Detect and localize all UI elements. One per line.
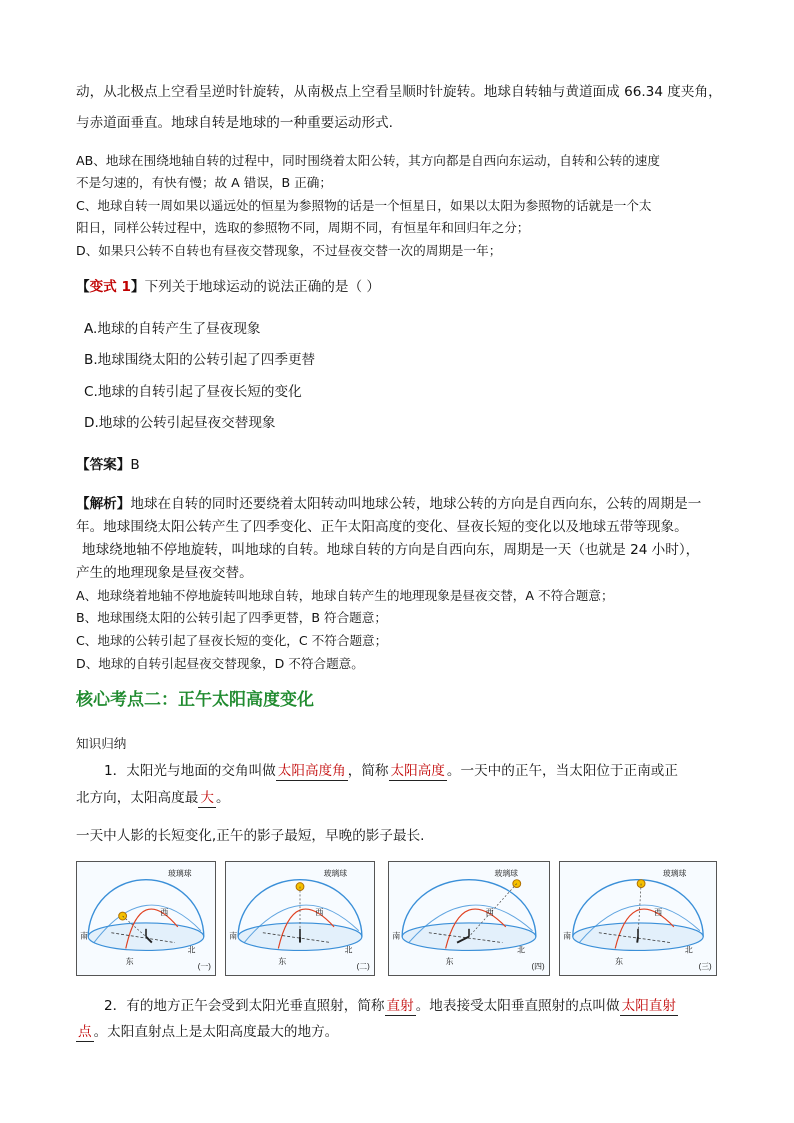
figure-number: (三) [698, 962, 712, 972]
point-1-line-1: 1．太阳光与地面的交角叫做 太阳高度角 ，简称 太阳高度 。一天中的正午，当太阳位于正南或正 [104, 763, 678, 779]
point-1-line-2: 北方向，太阳高度最 大 。 [76, 790, 230, 806]
explanation-line-6: B、地球围绕太阳的公转引起了四季更替，B 符合题意； [76, 610, 387, 625]
glass-globe-label: 玻璃球 [168, 868, 192, 878]
question-tag: 【变式 1】 [76, 279, 145, 295]
answer-tag: 【答案】 [76, 457, 131, 473]
analysis-line-1: AB、地球在围绕地轴自转的过程中，同时围绕着太阳公转，其方向都是自西向东运动，自转和公转的速度 [76, 153, 660, 168]
point-2-line-1: 2．有的地方正午会受到太阳光垂直照射，简称 直射 。地表接受太阳垂直照射的点叫做 太阳直射 [104, 998, 676, 1014]
analysis-line-4: 阳日，同样公转过程中，选取的参照物不同，周期不同，有恒星年和回归年之分； [76, 220, 530, 235]
analysis-line-2: 不是匀速的，有快有慢；故 A 错误，B 正确； [76, 175, 332, 190]
answer-line [76, 456, 140, 474]
east-label: 东 [445, 957, 454, 967]
west-label: 西 [315, 908, 324, 918]
north-label: 北 [684, 945, 693, 955]
option-d: D.地球的公转引起昼夜交替现象 [84, 415, 276, 431]
glass-globe-label: 玻璃球 [323, 868, 348, 878]
north-label: 北 [344, 945, 353, 955]
option-b: B.地球围绕太阳的公转引起了四季更替 [84, 352, 316, 368]
south-label: 南 [563, 931, 572, 941]
east-label: 东 [278, 957, 287, 967]
point-2-line-2: 点 。太阳直射点上是太阳高度最大的地方。 [78, 1024, 339, 1040]
glass-globe-label: 玻璃球 [662, 868, 687, 878]
explanation-line-1: 【解析】地球在自转的同时还要绕着太阳转动叫地球公转，地球公转的方向是自西向东，公转的周期是一 [76, 496, 702, 512]
figure-strip [76, 861, 717, 976]
hemisphere-figure-3 [388, 861, 550, 976]
figure-number: (二) [356, 962, 370, 972]
question-stem: 下列关于地球运动的说法正确的是（ ） [144, 279, 380, 295]
intro-line-2: 与赤道面垂直。地球自转是地球的一种重要运动形式. [76, 115, 393, 131]
shadow-line [637, 937, 638, 943]
figure-number: (一) [197, 962, 211, 972]
blank-sun-altitude-angle: 太阳高度角 [277, 763, 346, 779]
option-a: A.地球的自转产生了昼夜现象 [84, 321, 261, 337]
analysis-line-3: C、地球自转一周如果以遥远处的恒星为参照物的话是一个恒星日，如果以太阳为参照物的话就是一个太 [76, 198, 652, 213]
blank-sun-altitude: 太阳高度 [390, 763, 445, 779]
blank-max: 大 [200, 790, 214, 806]
glass-globe-label: 玻璃球 [494, 868, 519, 878]
blank-subsolar-point-b: 点 [78, 1024, 92, 1040]
south-label: 南 [80, 931, 89, 941]
north-label: 北 [187, 945, 196, 955]
explanation-line-7: C、地球的公转引起了昼夜长短的变化，C 不符合题意； [76, 633, 388, 648]
sun-icon [296, 883, 304, 891]
blank-direct: 直射 [386, 998, 414, 1014]
explanation-line-8: D、地球的自转引起昼夜交替现象，D 不符合题意。 [76, 656, 364, 671]
east-label: 东 [615, 957, 624, 967]
south-label: 南 [392, 931, 401, 941]
analysis-line-5: D、如果只公转不自转也有昼夜交替现象，不过昼夜交替一次的周期是一年； [76, 243, 502, 258]
west-label: 西 [160, 908, 169, 918]
east-label: 东 [125, 957, 134, 967]
explanation-tag: 【解析】 [76, 496, 131, 512]
hemisphere-figure-4 [559, 861, 717, 976]
sun-icon [119, 912, 127, 920]
intro-line-1: 动，从北极点上空看呈逆时针旋转，从南极点上空看呈顺时针旋转。地球自转轴与黄道面成 66.34 度夹角， [76, 84, 722, 100]
section-subheading: 知识归纳 [76, 736, 127, 751]
explanation-line-5: A、地球绕着地轴不停地旋转叫地球自转，地球自转产生的地理现象是昼夜交替，A 不符合题意； [76, 588, 614, 603]
explanation-line-3: 地球绕地轴不停地旋转，叫地球的自转。地球自转的方向是自西向东，周期是一天（也就是 24 小时）， [82, 542, 700, 558]
west-label: 西 [654, 908, 663, 918]
blank-subsolar-point-a: 太阳直射 [621, 998, 676, 1014]
answer-value: B [130, 457, 140, 473]
option-c: C.地球的自转引起了昼夜长短的变化 [84, 384, 302, 400]
hemisphere-figure-2 [225, 861, 375, 976]
north-label: 北 [517, 945, 526, 955]
south-label: 南 [229, 931, 238, 941]
shadow-note: 一天中人影的长短变化,正午的影子最短，早晚的影子最长. [76, 828, 425, 844]
hemisphere-figure-1 [76, 861, 216, 976]
question-stem-line [76, 278, 380, 296]
west-label: 西 [485, 908, 494, 918]
section-heading: 核心考点二：正午太阳高度变化 [76, 690, 314, 710]
figure-number: (四) [531, 962, 545, 972]
explanation-line-2: 年。地球围绕太阳公转产生了四季变化、正午太阳高度的变化、昼夜长短的变化以及地球五带等现象。 [76, 519, 688, 535]
explanation-line-4: 产生的地理现象是昼夜交替。 [76, 565, 253, 581]
